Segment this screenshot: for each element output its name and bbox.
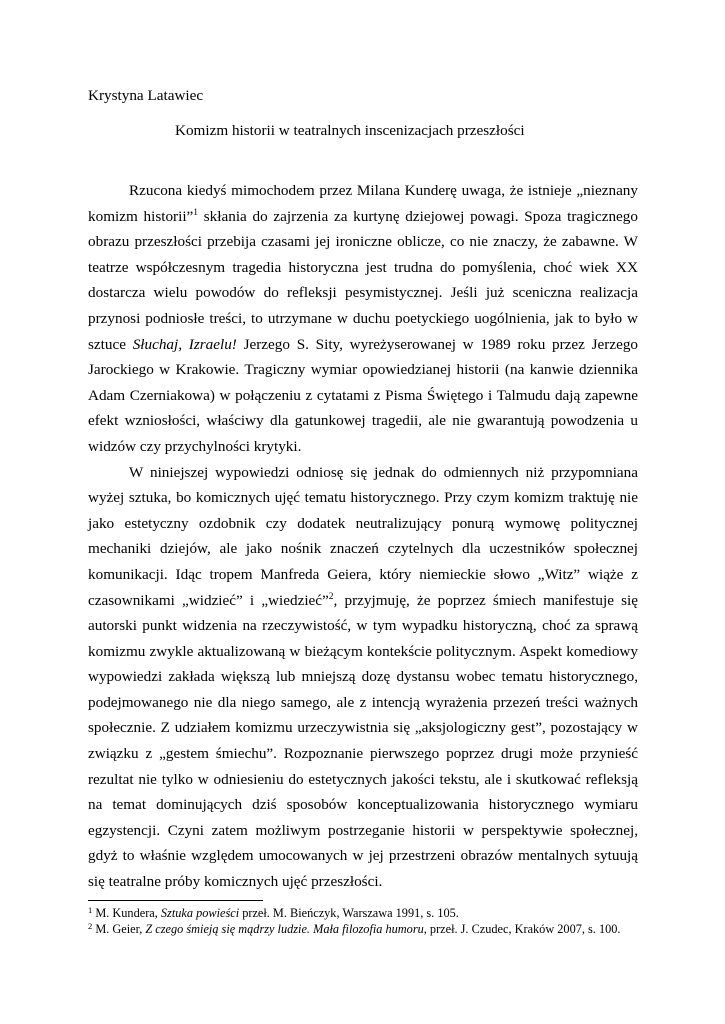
footnote-2-post: , przeł. J. Czudec, Kraków 2007, s. 100.	[423, 921, 621, 936]
paragraph-2-part-b: , przyjmuję, że poprzez śmiech manifestuje się autorski punkt widzenia na rzeczywistość, w tym wypadku historyczną, choć za sprawą komizmu zwykle aktualizowaną w bieżącym kontekście politycznym. Aspekt komediowy wypowiedzi zakłada większą lub mniejszą dozę dystansu wobec tematu historycznego, podejmowanego nie dla niego samego, ale z intencją wyrażenia przezeń treści ważnych społecznie. Z udziałem komizmu urzeczywistnia się „aksjologiczny gest”, pozostający w związku z „gestem śmiechu”. Rozpoznanie pierwszego poprzez drugi może przynieść rezultat nie tylko w odniesieniu do estetycznych jakości tekstu, ale i skutkować refleksją na temat dominujących dziś sposobów konceptualizowania historycznego wymiaru egzystencji. Czyni zatem możliwym postrzeganie historii w perspektywie społecznej, gdyż to właśnie względem umocowanych w jej przestrzeni obrazów mentalnych sytuują się teatralne próby komicznych ujęć przeszłości.	[88, 591, 638, 891]
paragraph-1-part-c: Jerzego S. Sity, wyreżyserowanej w 1989 roku przez Jerzego Jarockiego w Krakowie. Tragiczny wymiar opowiedzianej historii (na kanwie dziennika Adam Czerniakowa) w połączeniu z cytatami z Pisma Świętego i Talmudu dają zapewne efekt wzniosłości, właściwy dla gatunkowej tragedii, ale nie gwarantują powodzenia u widzów czy przychylności krytyki.	[88, 335, 639, 455]
footnote-1-number: 1	[88, 905, 93, 915]
footnote-2-pre: M. Geier,	[92, 921, 146, 936]
footnote-divider	[88, 900, 263, 901]
article-body	[88, 178, 638, 895]
footnote-1	[88, 906, 648, 922]
play-title-italic: Słuchaj, Izraelu!	[132, 335, 237, 353]
paragraph-1	[88, 178, 638, 460]
footnote-1-pre: M. Kundera,	[92, 906, 161, 920]
footnote-1-italic: Sztuka powieści	[160, 906, 240, 920]
footnote-1-post: przeł. M. Bieńczyk, Warszawa 1991, s. 105.	[239, 906, 459, 920]
footnote-ref-2[interactable]: 2	[328, 591, 334, 602]
footnote-2-number: 2	[88, 920, 93, 931]
paragraph-2	[88, 460, 638, 895]
author-name: Krystyna Latawiec	[88, 87, 204, 104]
footnote-2	[88, 922, 648, 938]
paragraph-1-part-b: skłania do zajrzenia za kurtynę dziejowej powagi. Spoza tragicznego obrazu przeszłości przebija czasami jej ironiczne oblicze, co nie znaczy, że zabawne. W teatrze współczesnym tragedia historyczna jest trudna do pomyślenia, choć wiek XX dostarcza wielu powodów do refleksji pesymistycznej. Jeśli już sceniczna realizacja przynosi podniosłe treści, to utrzymane w duchu poetyckiego uogólnienia, jak to było w sztuce	[88, 207, 638, 353]
article-title: Komizm historii w teatralnych inscenizacjach przeszłości	[175, 122, 525, 139]
footnote-ref-1[interactable]: 1	[193, 207, 199, 218]
footnotes	[88, 906, 648, 937]
paragraph-1-part-a: Rzucona kiedyś mimochodem przez Milana Kunderę uwaga, że istnieje „nieznany komizm historii”	[88, 182, 638, 225]
paragraph-2-part-a: W niniejszej wypowiedzi odniosę się jednak do odmiennych niż przypomniana wyżej sztuka, bo komicznych ujęć tematu historycznego. Przy czym komizm traktuję nie jako estetyczny ozdobnik czy dodatek neutralizujący ponurą wymowę politycznej mechaniki dziejów, ale jako nośnik znaczeń czytelnych dla uczestników społecznej komunikacji. Idąc tropem Manfreda Geiera, który niemieckie słowo „Witz” wiąże z czasownikami „widzieć” i „wiedzieć”	[88, 463, 638, 609]
footnote-2-italic: Z czego śmieją się mądrzy ludzie. Mała filozofia humoru	[145, 921, 424, 936]
